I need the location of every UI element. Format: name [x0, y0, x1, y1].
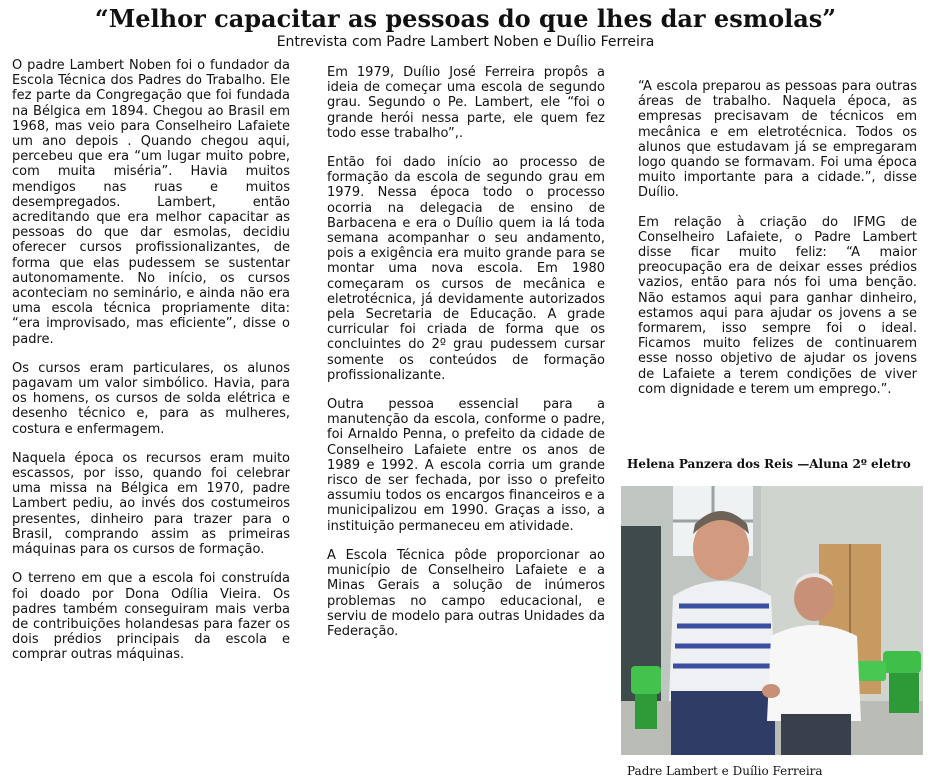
- paragraph: Os cursos eram particulares, os alunos pagavam um valor simbólico. Havia, para os homens, os cursos de solda elétrica e desenho técnico e, para as mulheres, costura e enfermagem.: [12, 360, 290, 437]
- paragraph: Em 1979, Duílio José Ferreira propôs a ideia de começar uma escola de segundo grau. Segundo o Pe. Lambert, ele “foi o grande herói nessa parte, ele quem fez todo esse trabalho”,.: [327, 65, 605, 141]
- paragraph: O terreno em que a escola foi construída foi doado por Dona Odília Vieira. Os padres também conseguiram mais verba de contribuições holandesas para fazer os dois prédios principais da escola e comprar outras máquinas.: [12, 571, 290, 663]
- paragraph: Então foi dado início ao processo de formação da escola de segundo grau em 1979. Nessa época todo o processo ocorria na delegacia de ensino de Barbacena e era o Duílio quem ia lá toda semana acompanhar o seu andamento, pois a exigência era muito grande para se montar uma nova escola. Em 1980 começaram os cursos de mecânica e eletrotécnica, já devidamente autorizados pela Secretaria de Educação. A grade curricular foi criada de forma que os concluintes do 2º grau pudessem cursar somente os conteúdos de formação profissionalizante.: [327, 155, 605, 383]
- text-column-2: [327, 65, 605, 653]
- text-column-3: [638, 79, 917, 411]
- paragraph: O padre Lambert Noben foi o fundador da Escola Técnica dos Padres do Trabalho. Ele fez parte da Congregação que foi fundada na Bélgica em 1894. Chegou ao Brasil em 1968, mas veio para Conselheiro Lafaiete um ano depois . Quando chegou aqui, percebeu que era “um lugar muito pobre, com muita miséria”. Havia muitos mendigos nas ruas e muitos desempregados. Lambert, então acreditando que era melhor capacitar as pessoas do que dar esmolas, decidiu oferecer cursos profissionalizantes, de forma que elas pudessem se sustentar autonomamente. No início, os cursos aconteciam no seminário, e ainda não era uma escola técnica propriamente dita: “era improvisado, mas eficiente”, disse o padre.: [12, 58, 290, 347]
- paragraph: “A escola preparou as pessoas para outras áreas de trabalho. Naquela época, as empresas precisavam de técnicos em mecânica e em eletrotécnica. Todos os alunos que estudavam já se empregaram logo quando se formavam. Foi uma época muito importante para a cidade.”, disse Duílio.: [638, 79, 917, 201]
- photo-caption: Padre Lambert e Duílio Ferreira: [627, 764, 823, 778]
- article-photo: [621, 486, 923, 755]
- article-subtitle: Entrevista com Padre Lambert Noben e Duílio Ferreira: [276, 34, 655, 50]
- article-title: “Melhor capacitar as pessoas do que lhes dar esmolas”: [94, 4, 837, 33]
- text-column-1: [12, 58, 290, 677]
- paragraph: A Escola Técnica pôde proporcionar ao município de Conselheiro Lafaiete e a Minas Gerais a solução de inúmeros problemas no campo educacional, e serviu de modelo para outras Unidades da Federação.: [327, 547, 605, 639]
- paragraph: Em relação à criação do IFMG de Conselheiro Lafaiete, o Padre Lambert disse ficar muito feliz: “A maior preocupação era de deixar esses prédios vazios, então para nós foi uma benção. Não estamos aqui para ganhar dinheiro, estamos aqui para ajudar os jovens a se formarem, isso sempre foi o ideal. Ficamos muito felizes de continuarem esse nosso objetivo de ajudar os jovens de Lafaiete a terem condições de viver com dignidade e terem um emprego.”.: [638, 214, 917, 397]
- author-byline: Helena Panzera dos Reis —Aluna 2º eletro: [627, 457, 911, 471]
- paragraph: Outra pessoa essencial para a manutenção da escola, conforme o padre, foi Arnaldo Penna, o prefeito da cidade de Conselheiro Lafaiete entre os anos de 1989 e 1992. A escola corria um grande risco de ser fechada, por isso o prefeito assumiu todos os encargos financeiros e a municipalizou em 1990. Graças a isso, a instituição permaneceu em atividade.: [327, 397, 605, 534]
- paragraph: Naquela época os recursos eram muito escassos, por isso, quando foi celebrar uma missa na Bélgica em 1970, padre Lambert pediu, ao invés dos costumeiros presentes, dinheiro para trazer para o Brasil, comprando assim as primeiras máquinas para os cursos de formação.: [12, 450, 290, 558]
